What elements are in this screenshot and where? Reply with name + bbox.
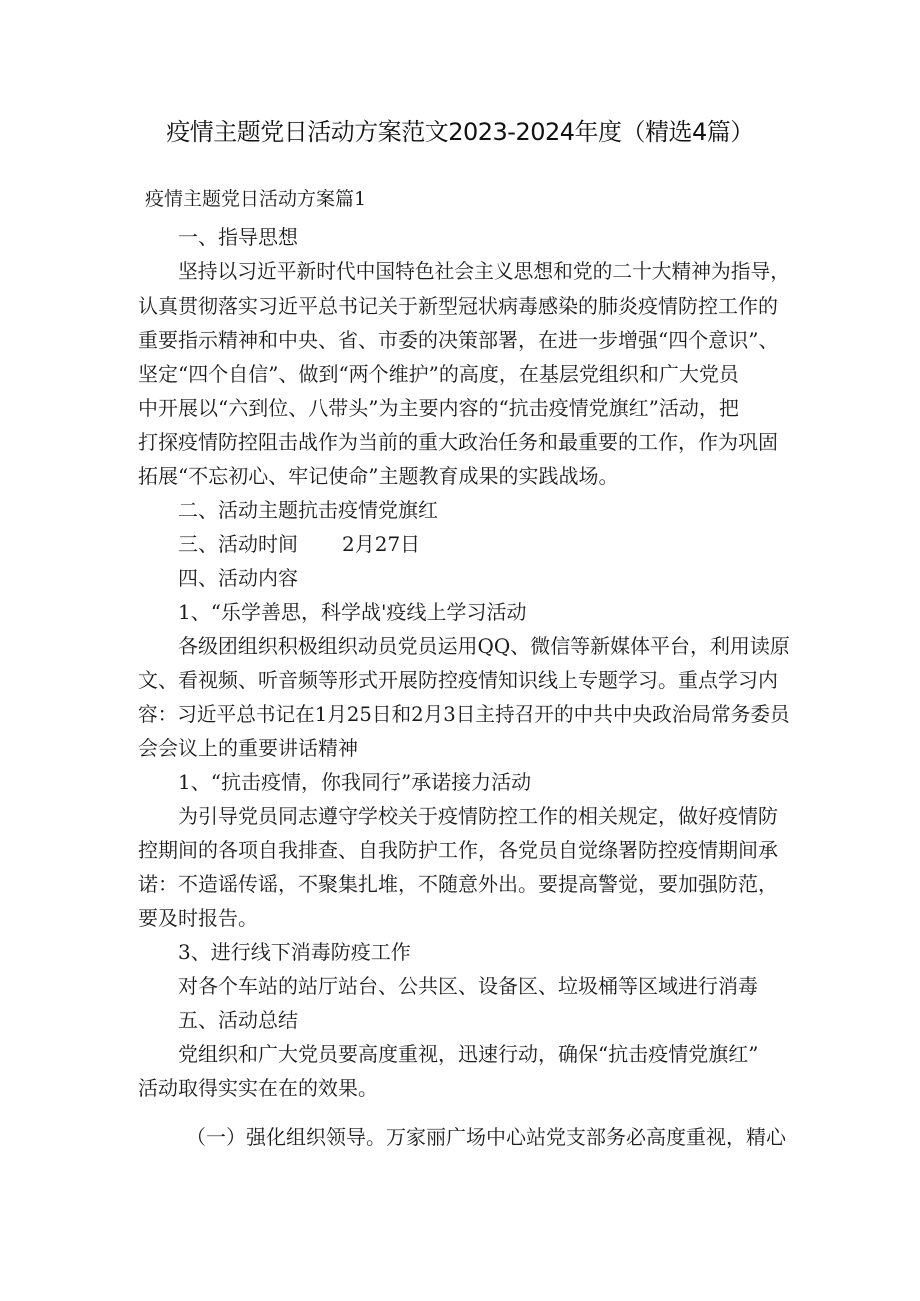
paragraph-line: 对各个车站的站厅站台、公共区、设备区、垃圾桶等区域进行消毒 <box>178 974 758 998</box>
paragraph-line: 坚定“四个自信”、做到“两个维护”的高度，在基层党组织和广大党员 <box>138 362 739 386</box>
paragraph-line: 会会议上的重要讲话精神 <box>138 736 358 760</box>
paragraph-line: 打探疫情防控阻击战作为当前的重大政治任务和最重要的工作，作为巩固 <box>138 430 778 454</box>
document-subtitle: 疫情主题党日活动方案篇1 <box>145 188 367 210</box>
paragraph-line: 坚持以习近平新时代中国特色社会主义思想和党的二十大精神为指导， <box>178 259 791 283</box>
paragraph-line: 文、看视频、听音频等形式开展防控疫情知识线上专题学习。重点学习内 <box>138 668 778 692</box>
section-heading-theme: 二、活动主题抗击疫情党旗红 <box>178 498 438 522</box>
item-heading-disinfection: 3、进行线下消毒防疫工作 <box>178 940 411 964</box>
item-heading-online-study: 1、“乐学善思，科学战'疫线上学习活动 <box>178 600 527 624</box>
paragraph-line: 党组织和广大党员要高度重视，迅速行动，确保“抗击疫情党旗红” <box>178 1042 759 1066</box>
paragraph-line: 容：习近平总书记在1月25日和2月3日主持召开的中共中央政治局常务委员 <box>138 702 790 726</box>
paragraph-line: 拓展“不忘初心、牢记使命”主题教育成果的实践战场。 <box>138 464 619 488</box>
section-heading-guiding-thought: 一、指导思想 <box>178 225 298 249</box>
paragraph-line: 要及时报告。 <box>138 906 258 930</box>
section-heading-summary: 五、活动总结 <box>178 1008 298 1032</box>
section-time-value: 2月27日 <box>342 532 421 556</box>
section-time-label: 三、活动时间 <box>178 532 298 556</box>
document-title: 疫情主题党日活动方案范文2023-2024年度（精选4篇） <box>166 118 754 146</box>
paragraph-line: 诺：不造谣传谣，不聚集扎堆，不随意外出。要提高警觉，要加强防范， <box>138 872 778 896</box>
paragraph-line: 为引导党员同志遵守学校关于疫情防控工作的相关规定，做好疫情防 <box>178 804 778 828</box>
paragraph-line: 控期间的各项自我排查、自我防护工作，各党员自觉绦署防控疫情期间承 <box>138 838 778 862</box>
paragraph-line: 中开展以“六到位、八带头”为主要内容的“抗击疫情党旗红”活动，把 <box>138 396 739 420</box>
section-heading-time <box>178 531 420 557</box>
section-heading-content: 四、活动内容 <box>178 566 298 590</box>
item-heading-pledge-relay: 1、“抗击疫情，你我同行”承诺接力活动 <box>178 770 532 794</box>
paragraph-line: 重要指示精神和中央、省、市委的决策部署，在进一步增强“四个意识”、 <box>138 328 779 352</box>
paragraph-line: 各级团组织积极组织动员党员运用QQ、微信等新媒体平台，利用读原 <box>178 634 790 658</box>
paragraph-line: 活动取得实实在在的效果。 <box>138 1076 378 1100</box>
paragraph-line: （一）强化组织领导。万家丽广场中心站党支部务必高度重视，精心 <box>186 1125 786 1149</box>
paragraph-line: 认真贯彻落实习近平总书记关于新型冠状病毒感染的肺炎疫情防控工作的 <box>138 294 778 318</box>
